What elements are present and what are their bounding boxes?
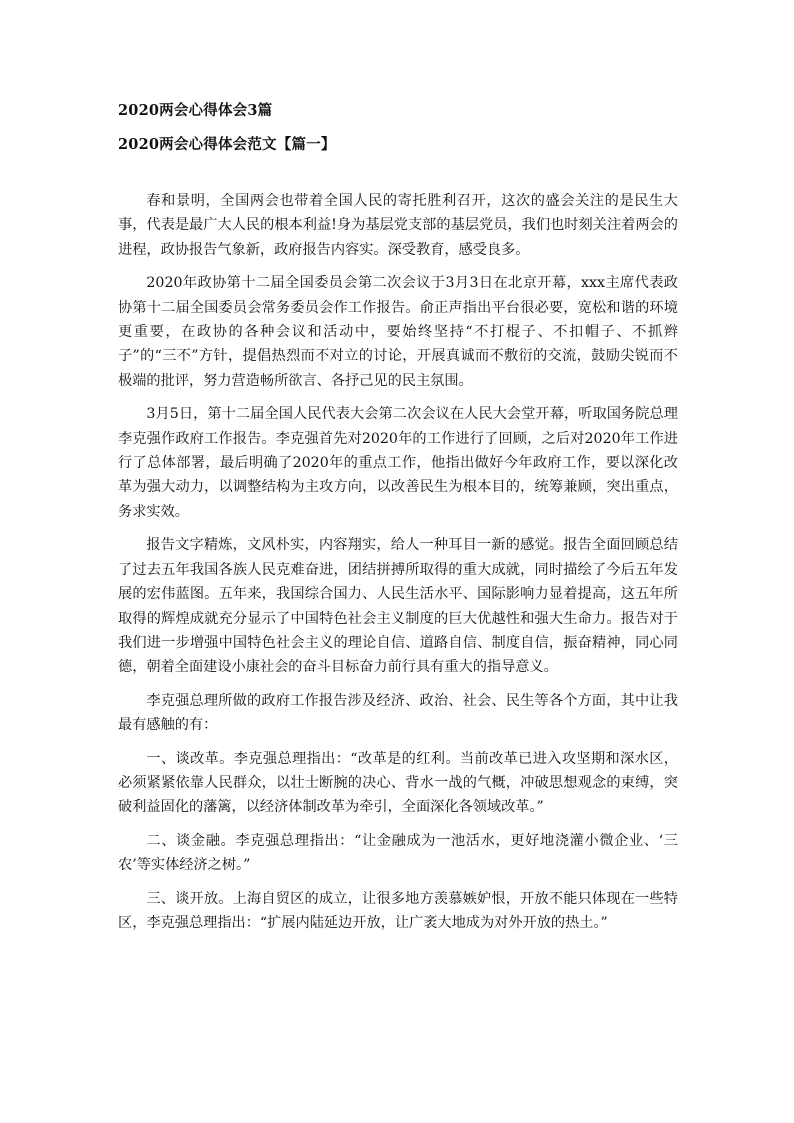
document-subtitle: 2020两会心得体会范文【篇一】 (118, 136, 336, 153)
paragraph-impressions-intro: 李克强总理所做的政府工作报告涉及经济、政治、社会、民生等各个方面，其中让我最有感触的有： (118, 692, 678, 734)
paragraph-finance: 二、谈金融。李克强总理指出：“让金融成为一池活水，更好地浇灌小微企业、‘三农’等实体经济之树。” (118, 832, 678, 874)
paragraph-cppcc-session: 2020年政协第十二届全国委员会第二次会议于3月3日在北京开幕，xxx主席代表政协第十二届全国委员会常务委员会作工作报告。俞正声指出平台很必要，宽松和谐的环境更重要，在政协的各种会议和活动中，要始终坚持“不打棍子、不扣帽子、不抓辫子”的“三不”方针，提倡热烈而不对立的讨论，开展真诚而不敷衍的交流，鼓励尖锐而不极端的批评，努力营造畅所欲言、各抒己见的民主氛围。 (118, 275, 678, 389)
paragraph-opening-up: 三、谈开放。上海自贸区的成立，让很多地方羡慕嫉妒恨，开放不能只体现在一些特区，李克强总理指出：“扩展内陆延边开放，让广袤大地成为对外开放的热土。” (118, 890, 678, 931)
paragraph-reform: 一、谈改革。李克强总理指出：“改革是的红利。当前改革已进入攻坚期和深水区，必须紧紧依靠人民群众，以壮士断腕的决心、背水一战的气概，冲破思想观念的束缚，突破利益固化的藩篱，以经济体制改革为牵引，全面深化各领域改革。” (118, 750, 678, 816)
paragraph-report-review: 报告文字精炼，文风朴实，内容翔实，给人一种耳目一新的感觉。报告全面回顾总结了过去五年我国各族人民克难奋进，团结拼搏所取得的重大成就，同时描绘了今后五年发展的宏伟蓝图。五年来，我国综合国力、人民生活水平、国际影响力显着提高，这五年所取得的辉煌成就充分显示了中国特色社会主义制度的巨大优越性和强大生命力。报告对于我们进一步增强中国特色社会主义的理论自信、道路自信、制度自信，振奋精神，同心同德，朝着全面建设小康社会的奋斗目标奋力前行具有重大的指导意义。 (118, 537, 678, 676)
document-body (118, 189, 678, 944)
paragraph-intro: 春和景明，全国两会也带着全国人民的寄托胜利召开，这次的盛会关注的是民生大事，代表是最广大人民的根本利益!身为基层党支部的基层党员，我们也时刻关注着两会的进程，政协报告气象新，政府报告内容实。深受教育，感受良多。 (118, 193, 678, 258)
paragraph-npc-session: 3月5日，第十二届全国人民代表大会第二次会议在人民大会堂开幕，听取国务院总理李克强作政府工作报告。李克强首先对2020年的工作进行了回顾，之后对2020年工作进行了总体部署，最后明确了2020年的重点工作，他指出做好今年政府工作，要以深化改革为强大动力，以调整结构为主攻方向，以改善民生为根本目的，统筹兼顾，突出重点，务求实效。 (118, 406, 678, 520)
document-title: 2020两会心得体会3篇 (118, 102, 273, 119)
